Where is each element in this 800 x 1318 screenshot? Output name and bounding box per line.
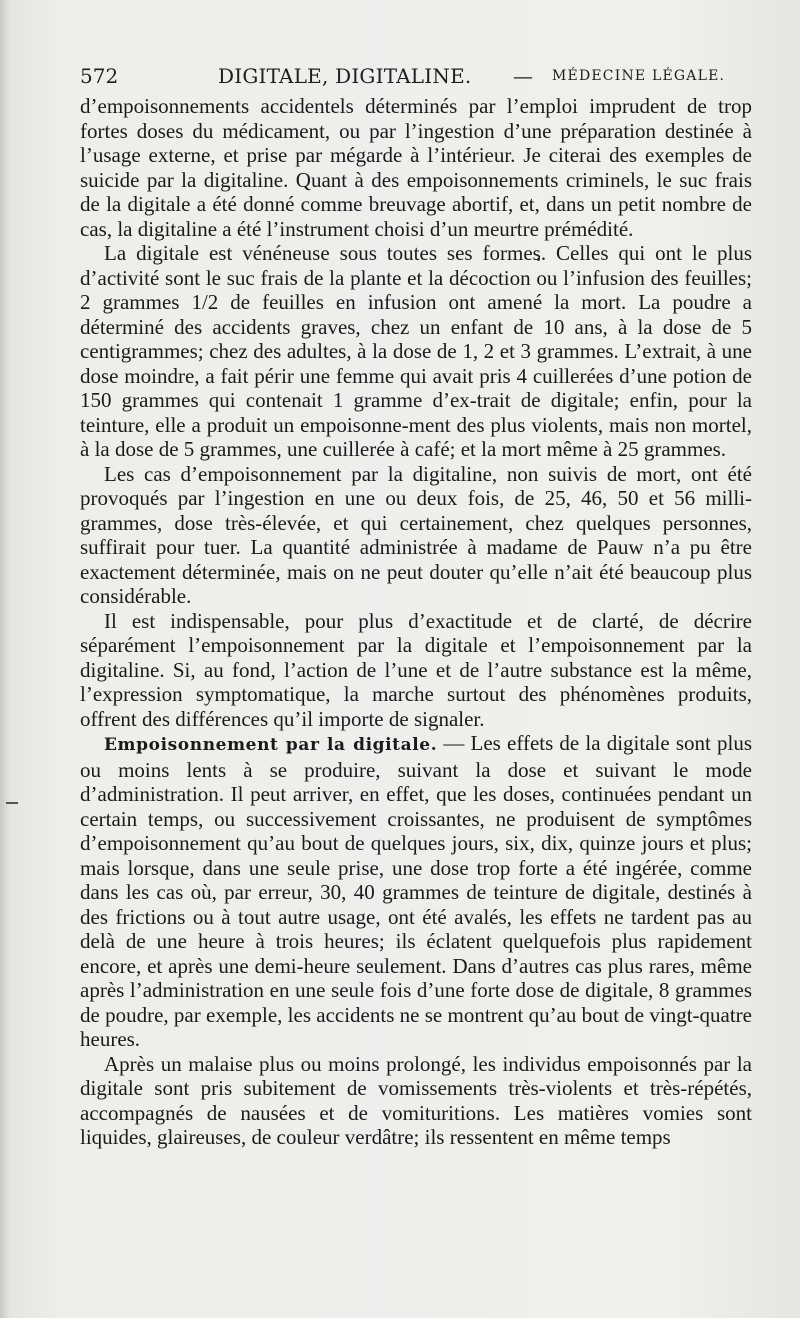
running-head <box>80 56 756 92</box>
paragraph-symptoms: Après un malaise plus ou moins prolongé, les individus empoisonnés par la digitale sont pris subitement de vomissements très-violents et très-répétés, accompagnés de nausées et de vomituritions. Les matières vomies sont liquides, glaireuses, de couleur verdâtre; ils ressentent en même temps <box>80 1051 752 1149</box>
paragraph-forms: La digitale est vénéneuse sous toutes ses formes. Celles qui ont le plus d’activité sont le suc frais de la plante et la décoction ou l’infusion des feuilles; 2 grammes 1/2 de feuilles en infusion ont amené la mort. La poudre a déterminé des accidents graves, chez un enfant de 10 ans, à la dose de 5 centigrammes; chez des adultes, à la dose de 1, 2 et 3 grammes. L’extrait, à une dose moindre, a fait périr une femme qui avait pris 4 cuillerées d’une potion de 150 grammes qui contenait 1 gramme d’ex-trait de digitale; enfin, pour la teinture, elle a produit un empoisonne-ment des plus violents, mais non mortel, à la dose de 5 grammes, une cuillerée à café; et la mort même à 25 grammes. <box>80 241 752 461</box>
running-title: DIGITALE, DIGITALINE. <box>218 64 472 88</box>
paragraph-digitale-poisoning <box>80 731 752 1052</box>
margin-mark <box>6 802 18 804</box>
paragraph-digitaline-cases: Les cas d’empoisonnement par la digitaline, non suivis de mort, ont été provoqués par l’ingestion en une ou deux fois, de 25, 46, 50 et 56 milli-grammes, dose très-élevée, et qui certainement, chez quelques personnes, suffirait pour tuer. La quantité administrée à madame de Pauw n’a pu être exactement déterminée, mais on ne peut douter qu’elle n’ait été beaucoup plus considérable. <box>80 461 752 608</box>
paragraph-distinction: Il est indispensable, pour plus d’exactitude et de clarté, de décrire séparément l’empoisonnement par la digitale et l’empoisonnement par la digitaline. Si, au fond, l’action de l’une et de l’autre substance est la même, l’expression symptomatique, la marche surtout des phénomènes produits, offrent des différences qu’il importe de signaler. <box>80 608 752 731</box>
running-section: MÉDECINE LÉGALE. <box>552 68 726 84</box>
paragraph-continuation: d’empoisonnements accidentels déterminés par l’emploi imprudent de trop fortes doses du médicament, ou par l’ingestion d’une préparation destinée à l’usage externe, et prise par mégarde à l’intérieur. Je citerai des exemples de suicide par la digitaline. Quant à des empoisonnements criminels, le suc frais de la digitale a été donné comme breuvage abortif, et, dans un petit nombre de cas, la digitaline a été l’instrument choisi d’un meurtre prémédité. <box>80 94 752 241</box>
page-number: 572 <box>80 64 119 88</box>
running-head-dash: — <box>513 64 533 88</box>
gutter-shadow <box>0 0 10 1318</box>
body-text <box>80 94 752 1150</box>
section-text: — Les effets de la digitale sont plus ou moins lents à se produire, suivant la dose et suivant le mode d’administration. Il peut arriver, en effet, que les doses, continuées pendant un certain temps, ou successivement croissantes, ne produisent de symptômes d’empoisonnement qu’au bout de quelques jours, six, dix, quinze jours et plus; mais lorsque, dans une seule prise, une dose trop forte a été ingérée, comme dans les cas où, par erreur, 30, 40 grammes de teinture de digitale, destinés à des frictions ou à tout autre usage, ont été avalés, les effets ne tardent pas au delà de une heure à trois heures; ils éclatent quelquefois plus rapidement encore, et après une demi-heure seulement. Dans d’autres cas plus rares, même après l’administration en une seule fois d’une forte dose de digitale, 8 grammes de poudre, par exemple, les accidents ne se montrent qu’au bout de vingt-quatre heures. <box>80 731 752 1051</box>
section-heading: Empoisonnement par la digitale. <box>104 735 438 755</box>
